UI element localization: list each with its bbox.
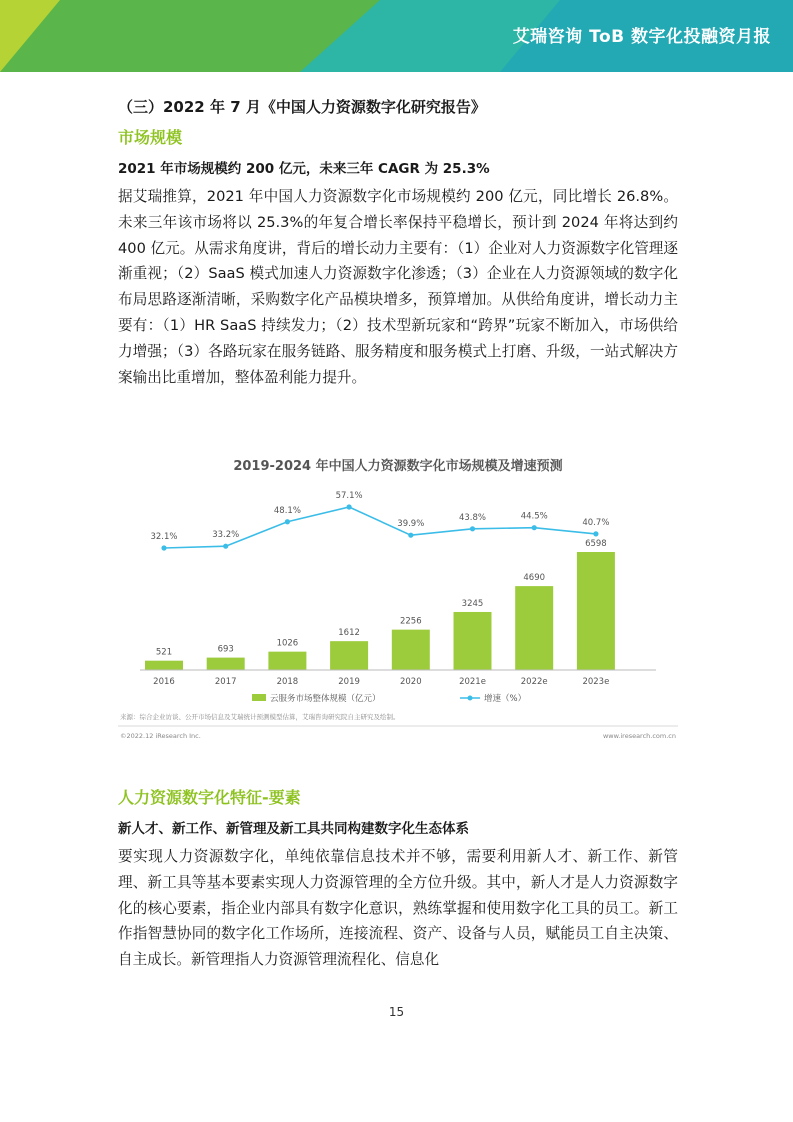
growth-label-2021e: 43.8%	[458, 512, 487, 523]
heading-features: 人力资源数字化特征-要素	[118, 788, 301, 807]
bar-2022e	[515, 586, 553, 670]
market-chart	[118, 452, 678, 748]
subheading-market: 2021 年市场规模约 200 亿元，未来三年 CAGR 为 25.3%	[118, 161, 490, 177]
bar-2016	[145, 661, 183, 670]
x-tick-2018: 2018	[276, 677, 299, 687]
growth-point-2020	[408, 533, 413, 538]
header-title: 艾瑞咨询 ToB 数字化投融资月报	[512, 27, 771, 47]
growth-point-2023e	[593, 531, 598, 536]
lower-content	[118, 782, 678, 973]
bar-label-2021e: 3245	[461, 598, 484, 609]
growth-label-2022e: 44.5%	[520, 511, 548, 522]
bar-2023e	[577, 552, 615, 670]
growth-point-2016	[161, 545, 166, 550]
bar-label-2019: 1612	[338, 628, 360, 639]
growth-point-2022e	[532, 525, 537, 530]
bar-label-2018: 1026	[276, 638, 299, 649]
subheading-features: 新人才、新工作、新管理及新工具共同构建数字化生态体系	[118, 821, 469, 837]
chart-title: 2019-2024 年中国人力资源数字化市场规模及增速预测	[233, 459, 563, 474]
bar-2021e	[454, 612, 492, 670]
chart-copyright: ©2022.12 iResearch Inc.	[120, 732, 201, 740]
paragraph-features: 要实现人力资源数字化，单纯依靠信息技术并不够，需要利用新人才、新工作、新管理、新工具等基本要素实现人力资源管理的全方位升级。其中，新人才是人力资源数字化的核心要素，指企业内部具有数字化意识，熟练掌握和使用数字化工具的员工。新工作指智慧协同的数字化工作场所，连接流程、资产、设备与人员，赋能员工自主决策、自主成长。新管理指人力资源管理流程化、信息化	[118, 848, 678, 969]
x-tick-2022e: 2022e	[520, 677, 548, 687]
bar-2017	[207, 658, 245, 670]
growth-label-2016: 32.1%	[150, 532, 178, 542]
x-tick-2017: 2017	[214, 677, 237, 687]
legend-line-marker	[468, 696, 473, 701]
growth-point-2018	[285, 519, 290, 524]
bar-label-2022e: 4690	[523, 573, 546, 584]
growth-point-2017	[223, 544, 228, 549]
bar-2018	[268, 652, 306, 670]
x-tick-2023e: 2023e	[582, 677, 610, 687]
bar-2019	[330, 641, 368, 670]
paragraph-market: 据艾瑞推算，2021 年中国人力资源数字化市场规模约 200 亿元，同比增长 26.8%。未来三年该市场将以 25.3%的年复合增长率保持平稳增长，预计到 2024 年将达到约 400 亿元。从需求角度讲，背后的增长动力主要有：（1）企业对人力资源数字化管理逐渐重视；（2）SaaS 模式加速人力资源数字化渗透；（3）企业在人力资源领域的数字化布局思路逐渐清晰，采购数字化产品模块增多，预算增加。从供给角度讲，增长动力主要有：（1）HR SaaS 持续发力；（2）技术型新玩家和“跨界”玩家不断加入，市场供给力增强；（3）各路玩家在服务链路、服务精度和服务模式上打磨、升级，一站式解决方案输出比重增加，整体盈利能力提升。	[118, 188, 678, 386]
bar-2020	[392, 630, 430, 670]
x-tick-2019: 2019	[338, 677, 360, 687]
growth-label-2018: 48.1%	[273, 505, 301, 516]
x-tick-2021e: 2021e	[459, 677, 486, 687]
bar-label-2023e: 6598	[585, 539, 607, 549]
x-tick-2020: 2020	[399, 677, 422, 687]
legend-bar-label: 云服务市场整体规模（亿元）	[270, 694, 381, 704]
chart-website: www.iresearch.com.cn	[602, 732, 676, 740]
growth-label-2019: 57.1%	[335, 491, 363, 501]
growth-label-2023e: 40.7%	[582, 517, 610, 528]
bar-label-2020: 2256	[399, 616, 422, 627]
bar-label-2016: 521	[155, 647, 173, 658]
x-tick-2016: 2016	[153, 677, 175, 687]
page-number: 15	[388, 1005, 405, 1019]
growth-label-2020: 39.9%	[397, 519, 425, 530]
section-title: （三）2022 年 7 月《中国人力资源数字化研究报告》	[118, 98, 486, 116]
bar-label-2017: 693	[217, 644, 234, 655]
chart-source: 来源：综合企业访谈、公开市场信息及艾瑞统计预测模型估算，艾瑞咨询研究院自主研究及绘制。	[120, 713, 400, 721]
heading-market-size: 市场规模	[118, 128, 183, 147]
upper-content	[118, 92, 678, 390]
growth-point-2021e	[470, 526, 475, 531]
growth-label-2017: 33.2%	[212, 530, 240, 541]
legend-line-label: 增速（%）	[484, 694, 527, 704]
legend-bar-swatch	[252, 694, 266, 701]
growth-point-2019	[347, 504, 352, 509]
